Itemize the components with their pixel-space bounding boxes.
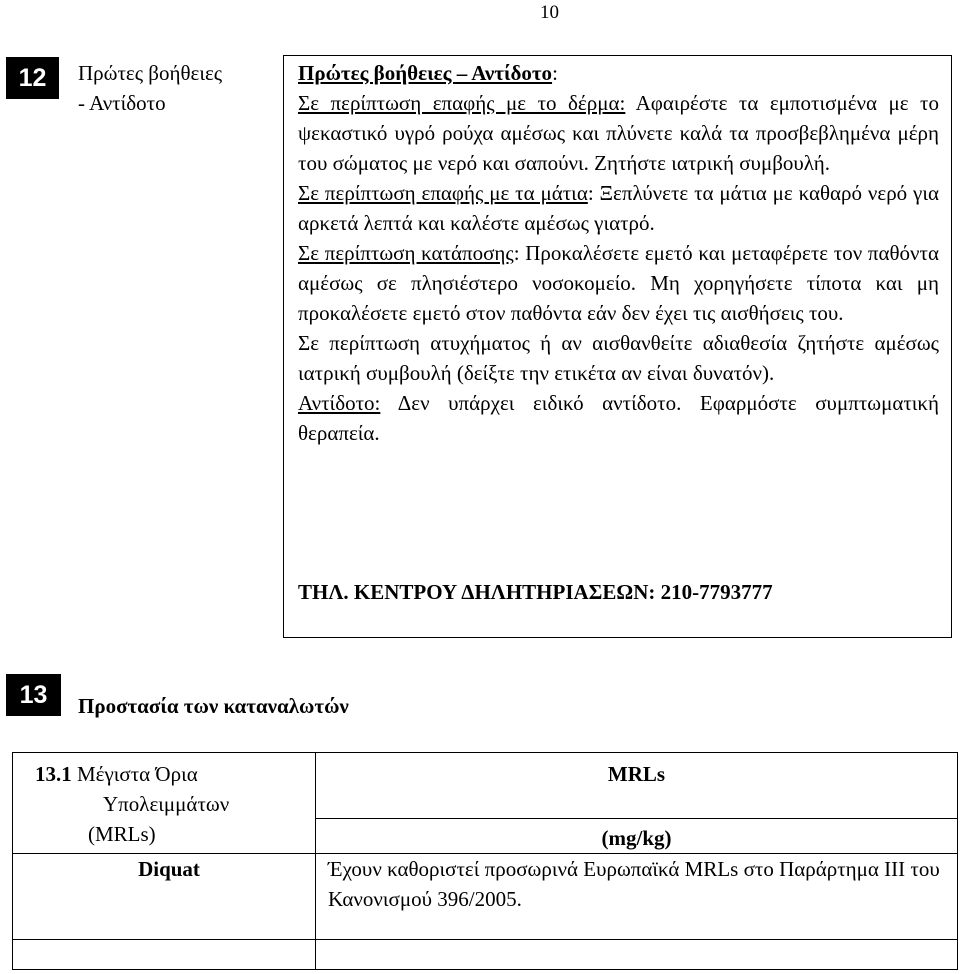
mrl-unit-header: (mg/kg)	[601, 826, 672, 850]
mrl-header-cell	[316, 753, 958, 819]
mrl-label-line3: (MRLs)	[88, 822, 156, 846]
eye-contact-label: Σε περίπτωση επαφής με τα μάτια	[298, 181, 588, 205]
empty-cell	[316, 940, 958, 970]
first-aid-heading-text: Πρώτες βοήθειες – Αντίδοτο	[298, 61, 553, 85]
ingestion-label: Σε περίπτωση κατάποσης	[298, 241, 514, 265]
section-13-title: Προστασία των καταναλωτών	[78, 694, 349, 718]
mrl-description: Έχουν καθοριστεί προσωρινά Ευρωπαϊκά MRLs στο Παράρτημα III του Κανονισμού 396/2005.	[328, 857, 940, 911]
mrl-label-line2: Υπολειμμάτων	[103, 792, 230, 816]
mrl-unit-cell	[316, 819, 958, 854]
skin-contact-text: Αφαιρέστε τα εμποτισμένα με το ψεκαστικό υγρό ρούχα αμέσως και πλύνετε καλά τα προσβεβλημένα μέρη του σώματος με νερό και σαπούνι. Ζητήστε ιατρική συμβουλή.	[298, 91, 939, 175]
page-number: 10	[540, 2, 559, 23]
mrl-table	[12, 752, 958, 970]
section-12-badge: 12	[6, 57, 59, 99]
skin-contact-label: Σε περίπτωση επαφής με το δέρμα:	[298, 91, 626, 115]
eye-contact-paragraph	[298, 178, 939, 238]
first-aid-heading-colon: :	[552, 61, 558, 85]
section-12-title-line2: - Αντίδοτο	[78, 91, 166, 115]
table-row	[13, 940, 958, 970]
antidote-text: Δεν υπάρχει ειδικό αντίδοτο. Εφαρμόστε συμπτωματική θεραπεία.	[298, 391, 939, 445]
section-12-title	[78, 58, 278, 118]
poison-center-phone: ΤΗΛ. ΚΕΝΤΡΟΥ ΔΗΛΗΤΗΡΙΑΣΕΩΝ: 210-7793777	[298, 580, 773, 604]
substance-cell	[13, 854, 316, 940]
table-row	[13, 854, 958, 940]
mrl-label-number: 13.1	[35, 762, 72, 786]
eye-contact-text: : Ξεπλύνετε τα μάτια με καθαρό νερό για αρκετά λεπτά και καλέστε αμέσως γιατρό.	[298, 181, 939, 235]
mrl-label-line1: Μέγιστα Όρια	[71, 762, 198, 786]
substance-name: Diquat	[138, 857, 200, 881]
accident-paragraph: Σε περίπτωση ατυχήματος ή αν αισθανθείτε αδιαθεσία ζητήστε αμέσως ιατρική συμβουλή (δείξτε την ετικέτα αν είναι δυνατόν).	[298, 331, 939, 385]
mrl-label-cell	[13, 753, 316, 854]
ingestion-text: : Προκαλέσετε εμετό και μεταφέρετε τον παθόντα αμέσως σε πλησιέστερο νοσοκομείο. Μη χορηγήσετε τίποτα και μη προκαλέσετε εμετό στον παθόντα εάν δεν έχει τις αισθήσεις του.	[298, 241, 939, 325]
skin-contact-paragraph	[298, 88, 939, 178]
section-13-badge: 13	[6, 674, 61, 716]
table-row	[13, 753, 958, 819]
first-aid-heading	[298, 58, 939, 88]
section-12-title-line1: Πρώτες βοήθειες	[78, 61, 223, 85]
mrl-description-cell	[316, 854, 958, 940]
ingestion-paragraph	[298, 238, 939, 328]
empty-cell	[13, 940, 316, 970]
antidote-label: Αντίδοτο:	[298, 391, 381, 415]
antidote-paragraph	[298, 388, 939, 448]
mrl-label	[13, 753, 315, 849]
mrl-header: MRLs	[607, 762, 666, 786]
first-aid-content	[298, 58, 939, 448]
